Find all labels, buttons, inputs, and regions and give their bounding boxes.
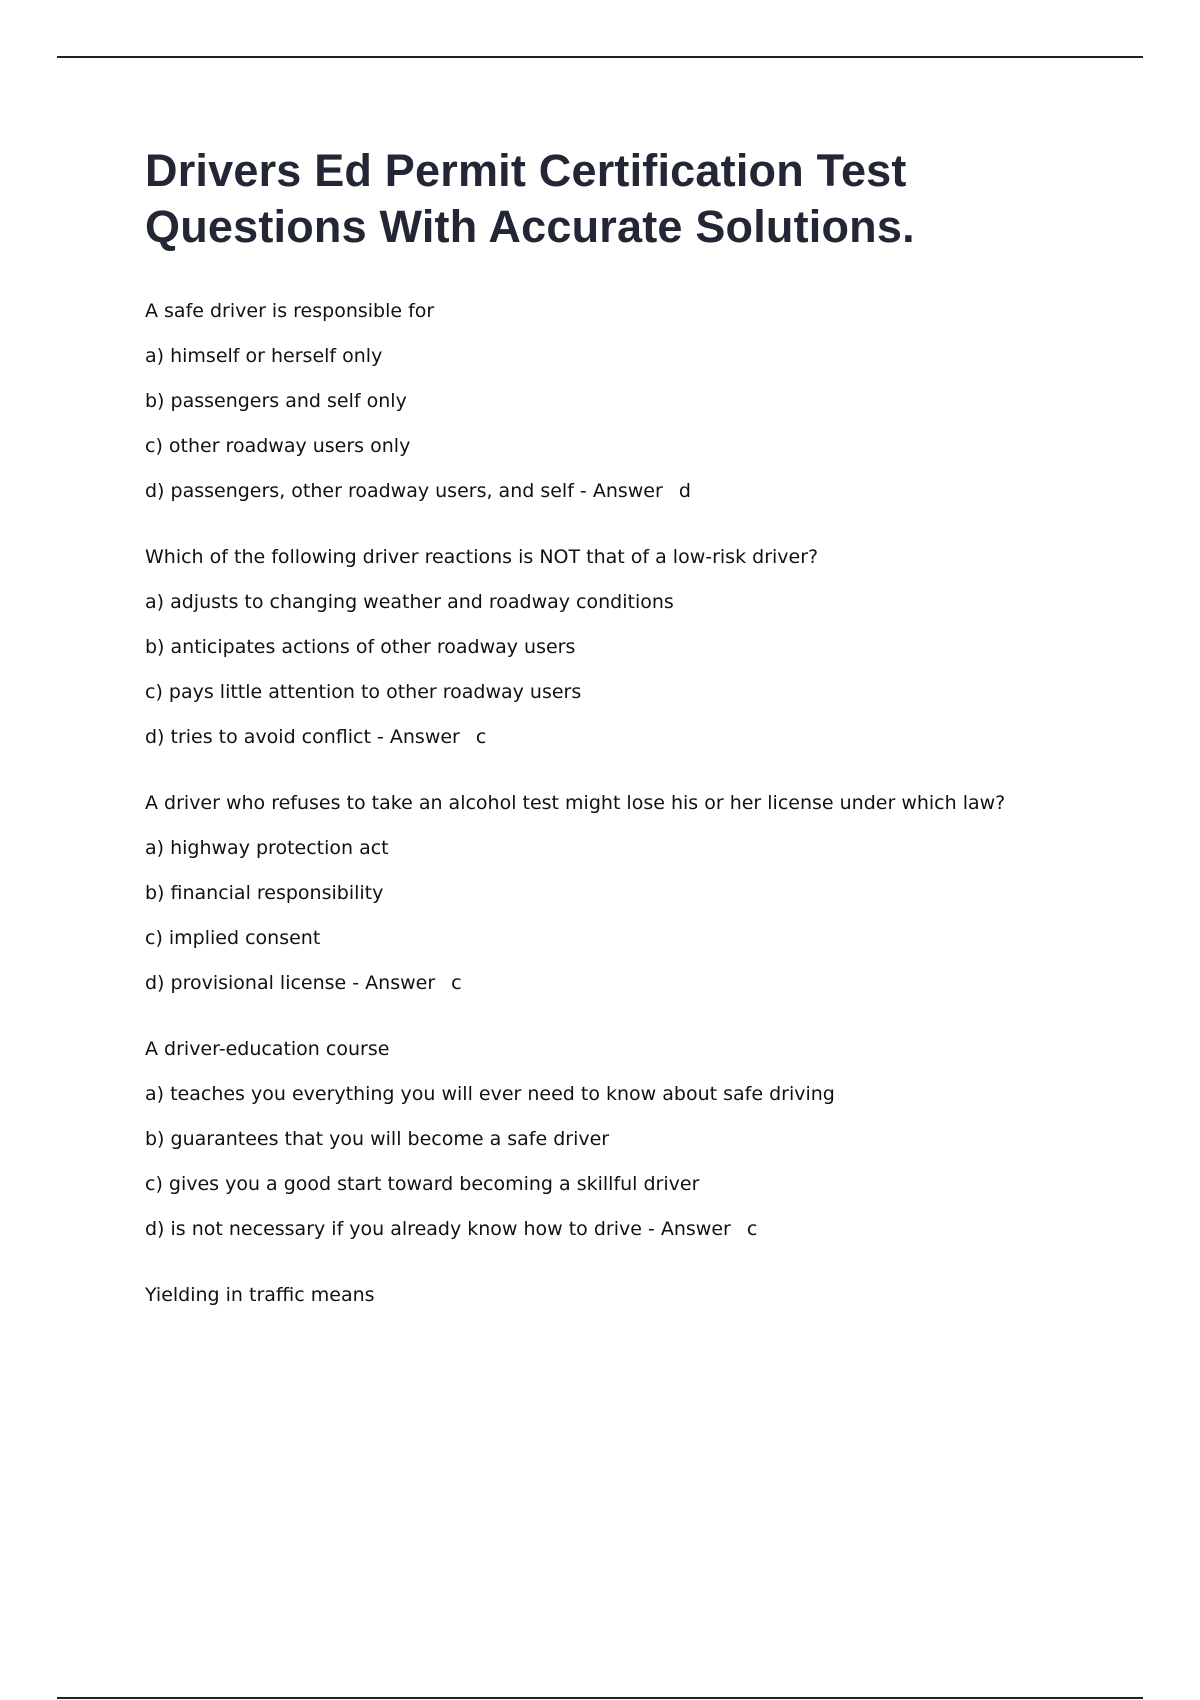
option-a: a) himself or herself only xyxy=(145,345,383,367)
top-rule xyxy=(57,56,1143,58)
option-d-with-answer xyxy=(145,972,1125,994)
question-prompt: Yielding in traffic means xyxy=(145,1284,375,1306)
answer-letter: c xyxy=(746,1218,758,1240)
option-a: a) adjusts to changing weather and roadway conditions xyxy=(145,591,674,613)
option-c: c) pays little attention to other roadway users xyxy=(145,681,582,703)
option-a: a) teaches you everything you will ever need to know about safe driving xyxy=(145,1083,835,1105)
option-b: b) passengers and self only xyxy=(145,390,407,412)
question-1 xyxy=(145,300,1125,502)
document-title: Drivers Ed Permit Certification Test Questions With Accurate Solutions. xyxy=(145,145,915,252)
option-d: d) passengers, other roadway users, and self - Answer xyxy=(145,480,663,502)
question-4 xyxy=(145,1038,1125,1240)
option-d-with-answer xyxy=(145,480,1125,502)
question-prompt: A driver who refuses to take an alcohol test might lose his or her license under which law? xyxy=(145,792,1006,814)
question-2 xyxy=(145,546,1125,748)
question-list xyxy=(145,300,1125,1306)
bottom-rule xyxy=(57,1697,1143,1699)
option-d-with-answer xyxy=(145,1218,1125,1240)
question-5 xyxy=(145,1284,1125,1306)
option-c: c) implied consent xyxy=(145,927,321,949)
answer-letter: d xyxy=(678,480,691,502)
option-d: d) is not necessary if you already know how to drive - Answer xyxy=(145,1218,731,1240)
question-3 xyxy=(145,792,1125,994)
option-b: b) guarantees that you will become a safe driver xyxy=(145,1128,610,1150)
question-prompt: A safe driver is responsible for xyxy=(145,300,435,322)
option-d-with-answer xyxy=(145,726,1125,748)
document-body xyxy=(145,143,1125,1350)
option-a: a) highway protection act xyxy=(145,837,389,859)
answer-letter: c xyxy=(451,972,462,994)
option-d: d) provisional license - Answer xyxy=(145,972,436,994)
option-c: c) gives you a good start toward becoming a skillful driver xyxy=(145,1173,700,1195)
option-c: c) other roadway users only xyxy=(145,435,411,457)
option-b: b) financial responsibility xyxy=(145,882,384,904)
question-prompt: Which of the following driver reactions is NOT that of a low-risk driver? xyxy=(145,546,819,568)
option-d: d) tries to avoid conflict - Answer xyxy=(145,726,460,748)
question-prompt: A driver-education course xyxy=(145,1038,390,1060)
option-b: b) anticipates actions of other roadway users xyxy=(145,636,576,658)
answer-letter: c xyxy=(475,726,487,748)
